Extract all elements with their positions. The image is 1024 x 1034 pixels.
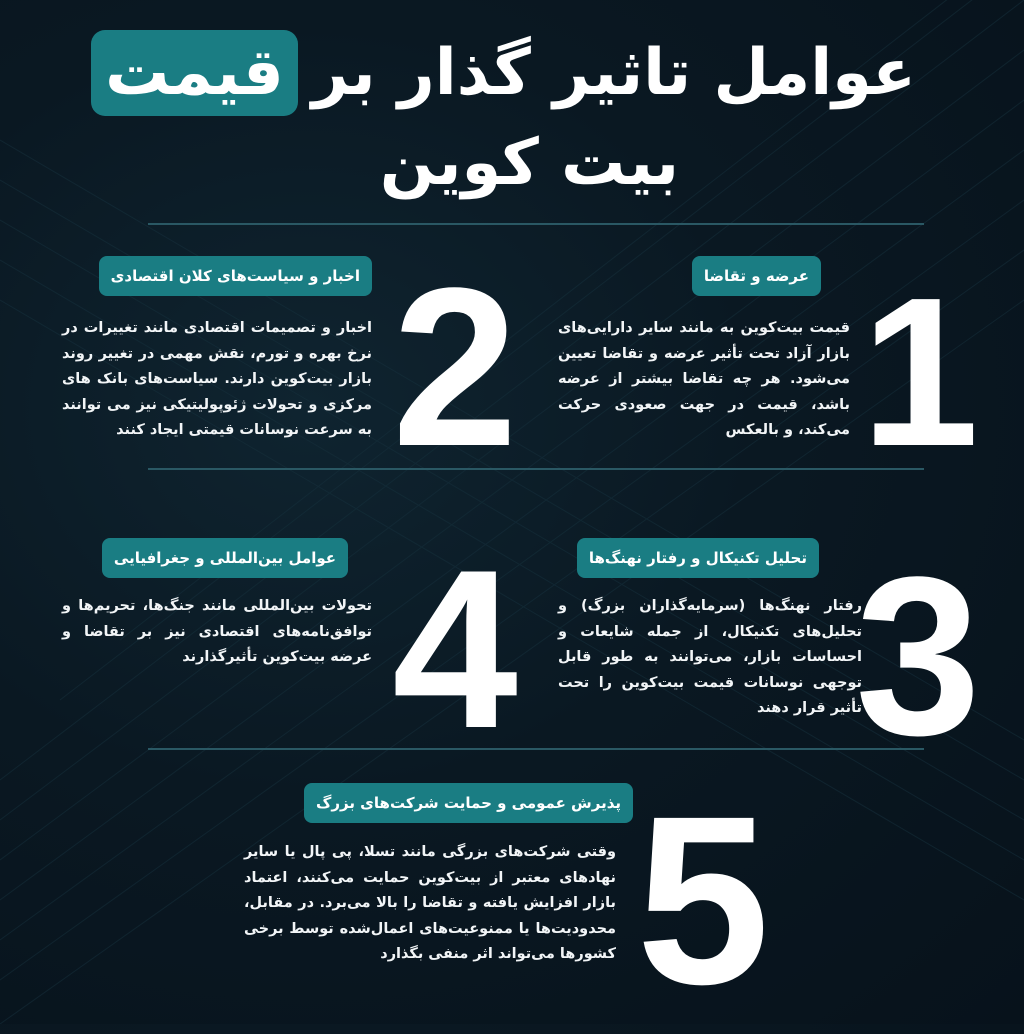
section-2-body: اخبار و تصمیمات اقتصادی مانند تغییرات در نرخ بهره و تورم، نقش مهمی در تغییر روند بازار بیت‌کوین دارند. سیاست‌های بانک های مرکزی و تحولات ژئوپولیتیکی نیز می توانند به سرعت نوسانات قیمتی ایجاد کنند bbox=[62, 320, 372, 438]
section-1-number: 1 bbox=[861, 253, 979, 490]
section-3-heading: تحلیل تکنیکال و رفتار نهنگ‌ها bbox=[577, 538, 819, 578]
section-4-number: 4 bbox=[392, 522, 518, 775]
section-2-heading: اخبار و سیاست‌های کلان اقتصادی bbox=[99, 256, 372, 296]
title-text: عوامل تاثیر گذار بر bbox=[311, 36, 916, 110]
page-title-line-1 bbox=[91, 28, 916, 118]
section-5-body: وقتی شرکت‌های بزرگی مانند تسلا، پی پال یا سایر نهادهای معتبر از بیت‌کوین حمایت می‌کنند، اعتماد بازار افزایش یافته و تقاضا را بالا می‌برد. در مقابل، محدودیت‌ها یا ممنوعیت‌های اعمال‌شده توسط برخی کشورها می‌تواند اثر منفی بگذارد bbox=[244, 844, 616, 962]
section-5-number: 5 bbox=[636, 766, 770, 1034]
section-4-heading: عوامل بین‌المللی و جغرافیایی bbox=[102, 538, 348, 578]
divider bbox=[148, 468, 924, 470]
section-5-heading: پذیرش عمومی و حمایت شرکت‌های بزرگ bbox=[304, 783, 633, 823]
page-title-line-2: بیت کوین bbox=[379, 126, 679, 200]
section-3-number: 3 bbox=[855, 529, 981, 782]
section-3-body: رفتار نهنگ‌ها (سرمایه‌گذاران بزرگ) و تحلیل‌های تکنیکال، از جمله شایعات و احساسات بازار، می‌توانند به طور قابل توجهی نوسانات قیمت بیت‌کوین را تحت تأثیر قرار دهند bbox=[558, 598, 862, 716]
title-highlight: قیمت bbox=[91, 30, 298, 116]
divider bbox=[148, 223, 924, 225]
section-1-heading: عرضه و تقاضا bbox=[692, 256, 821, 296]
section-2-number: 2 bbox=[392, 240, 518, 493]
section-4-body: تحولات بین‌المللی مانند جنگ‌ها، تحریم‌ها و توافق‌نامه‌های اقتصادی نیز بر تقاضا و عرضه بیت‌کوین تأثیرگذارند bbox=[62, 598, 372, 665]
divider bbox=[148, 748, 924, 750]
section-1-body: قیمت بیت‌کوین به مانند سایر دارایی‌های بازار آزاد تحت تأثیر عرضه و تقاضا تعیین می‌شود. هر چه تقاضا بیشتر از عرضه باشد، قیمت در جهت صعودی حرکت می‌کند، و بالعکس bbox=[558, 320, 850, 438]
